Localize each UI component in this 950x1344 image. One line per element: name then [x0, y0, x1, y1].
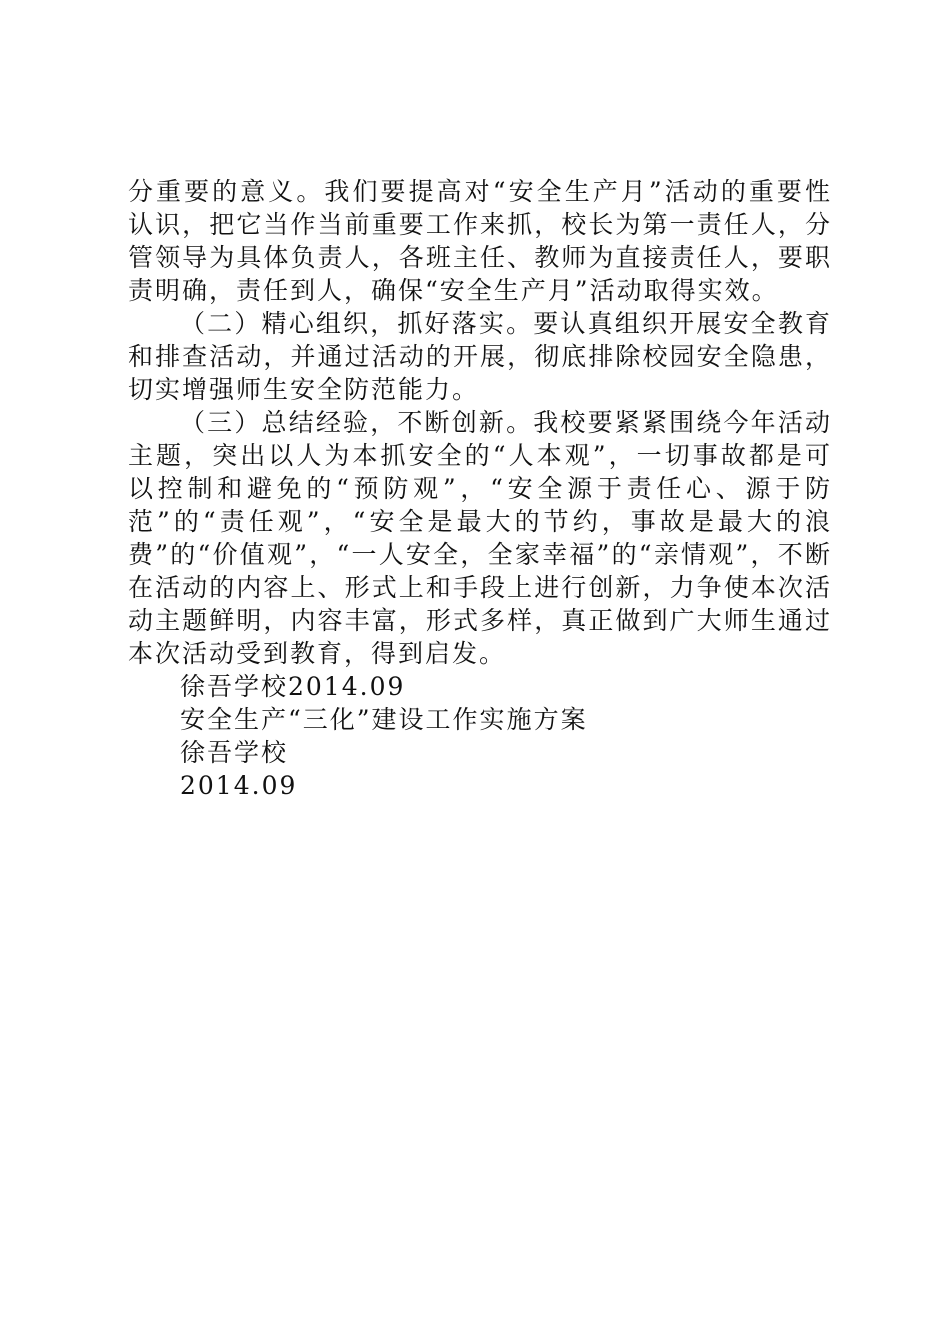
paragraph-1: 分重要的意义。我们要提高对“安全生产月”活动的重要性认识，把它当作当前重要工作来抓，校长为第一责任人，分管领导为具体负责人，各班主任、教师为直接责任人，要职责明确，责任到人，确保“安全生产月”活动取得实效。	[128, 177, 832, 305]
next-document-title: 安全生产“三化”建设工作实施方案	[180, 705, 588, 734]
paragraph-3: （三）总结经验，不断创新。我校要紧紧围绕今年活动主题，突出以人为本抓安全的“人本观”，一切事故都是可以控制和避免的“预防观”，“安全源于责任心、源于防范”的“责任观”，“安全是最大的节约，事故是最大的浪费”的“价值观”，“一人安全，全家幸福”的“亲情观”，不断在活动的内容上、形式上和手段上进行创新，力争使本次活动主题鲜明，内容丰富，形式多样，真正做到广大师生通过本次活动受到教育，得到启发。	[128, 408, 832, 668]
document-body	[128, 175, 832, 802]
signature-line: 徐吾学校2014.09	[180, 672, 406, 701]
paragraph-2: （二）精心组织，抓好落实。要认真组织开展安全教育和排查活动，并通过活动的开展，彻底排除校园安全隐患，切实增强师生安全防范能力。	[128, 309, 832, 404]
school-name: 徐吾学校	[180, 738, 289, 767]
document-date: 2014.09	[180, 771, 298, 800]
